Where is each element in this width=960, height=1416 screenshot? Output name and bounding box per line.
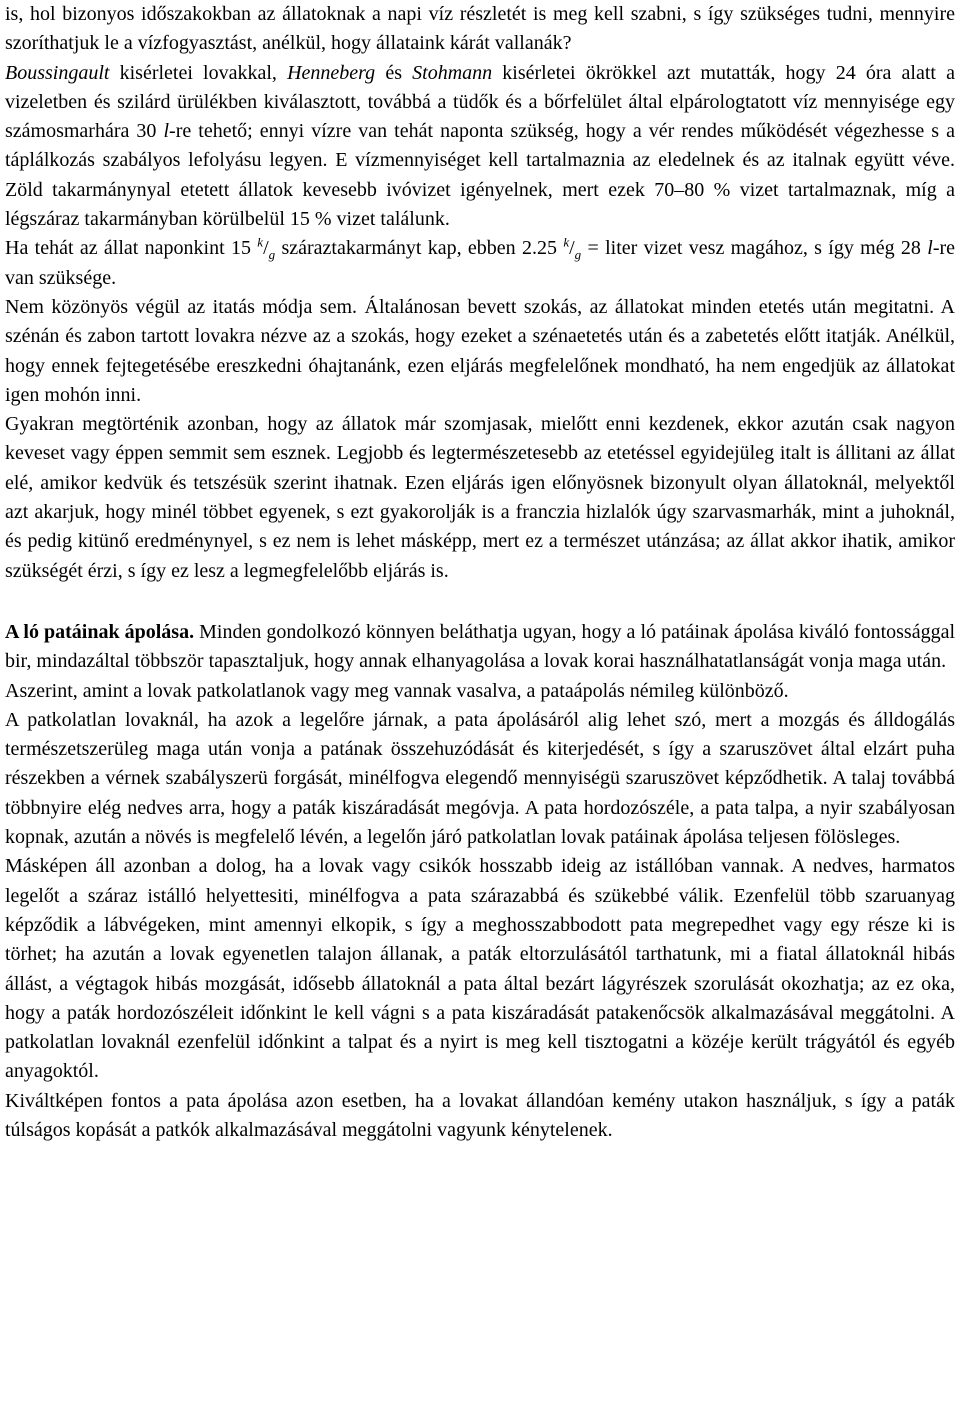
paragraph-unshod-horses: A patkolatlan lovaknál, ha azok a legelőre járnak, a pata ápolásáról alig lehet szó, mert a mozgás és álldogálás természetszerüleg maga után vonja a patának összehuzódását és kiterjedését, s így a szaruszövet által elzárt puha részekben a vérnek szabályszerü forgását, minélfogva elegendő mennyiségü szaruszövet képződhetik. A talaj továbbá többnyire elég nedves arra, hogy a paták kiszáradását megóvja. A pata hordozószéle, a pata talpa, a nyir szabályosan kopnak, azután a növés is megfelelő lévén, a legelőn járó patkolatlan lovak patáinak ápolása teljesen fölösleges. [5, 708, 955, 849]
section-spacer [5, 586, 955, 618]
name-boussingault: Boussingault [5, 61, 110, 84]
paragraph-hoof-care-intro: A ló patáinak ápolása. Minden gondolkozó könnyen beláthatja ugyan, hogy a ló patáinak ápolása kiváló fontossággal bir, mindazáltal többször tapasztaljuk, hogy annak elhanyagolása a lovak korai használhatatlanságát vonja maga után. [5, 620, 956, 673]
unit-liter: l [163, 120, 170, 143]
fraction-kg: $^k/_g$ [563, 234, 582, 263]
paragraph-thirsty-animals: Gyakran megtörténik azonban, hogy az állatok már szomjasak, mielőtt enni kezdenek, ekkor azután csak nagyon keveset vagy éppen semmit sem esznek. Legjobb és legtermészetesebb az etetéssel egyidejüleg italt is állitani az állat elé, amikor kedvük és tetszésük szerint ihatnak. Ezen eljárás igen előnyösnek bizonyult olyan állatoknál, melyektől azt akarjuk, hogy minél többet egyenek, s ezt gyakorolják is a franczia hizlalók úgy szarvasmarhák, mint a juhoknál, és pedig kitünő eredménynyel, s ez nem is lehet másképp, mert ez a természet utánzása; az állat akkor ihatik, amikor szükségét érzi, s így ez lesz a legmegfelelőbb eljárás is. [5, 413, 955, 582]
fraction-kg: $^k/_g$ [257, 234, 276, 263]
name-henneberg: Henneberg [287, 61, 376, 84]
document-page [5, 0, 955, 1145]
paragraph-stable-horses: Másképen áll azonban a dolog, ha a lovak vagy csikók hosszabb ideig az istállóban vannak. A nedves, harmatos legelőt a száraz istálló helyettesiti, minélfogva a pata szárazabbá és szükebbé válik. Ezenfelül több szaruanyag képződik a lábvégeken, mint amennyi elkopik, s így a meghosszabbodott pata megrepedhet vagy egy része ki is törhet; ha azután a lovak egyenetlen talajon állanak, a paták eltorzulásától tarthatunk, mi a fiatal állatoknál hibás állást, a végtagok hibás mozgását, idősebb állatoknál a pata által bezárt lágyrészek szorulását okozhatja; az ez oka, hogy a paták hordozószéleit időnkint le kell vágni s a pata kiszáradását patakenőcsök alkalmazásával meggátolni. A patkolatlan lovaknál ezenfelül időnkint a talpat és a nyirt is meg kell tisztogatni a közéje került trágyától és egyéb anyagoktól. [5, 855, 955, 1083]
paragraph-shod-unshod: Aszerint, amint a lovak patkolatlanok vagy meg vannak vasalva, a pataápolás némileg különböző. [5, 679, 789, 702]
paragraph-water-rationing: is, hol bizonyos időszakokban az állatoknak a napi víz részletét is meg kell szabni, s így szükséges tudni, mennyire szoríthatjuk le a vízfogyasztást, anélkül, hogy állataink kárát vallanák? [5, 3, 955, 55]
section-heading: A ló patáinak ápolása. [5, 620, 195, 643]
paragraph-calculation: Ha tehát az állat naponkint 15 $^k/_g$ száraztakarmányt kap, ebben 2.25 $^k/_g$ = liter vizet vesz magához, s így még 28 l-re van szüksége. [5, 234, 956, 289]
paragraph-experiments: Boussingault kisérletei lovakkal, Henneberg és Stohmann kisérletei ökrökkel azt mutatták, hogy 24 óra alatt a vizeletben és szilárd ürülékben kiválasztott, továbbá a tüdők és a bőrfelület által elpárologtatott víz mennyisége egy számosmarhára 30 l-re tehető; ennyi vízre van tehát naponta szükség, hogy a vér rendes működését végezhesse s a táplálkozás szabályos lefolyásu legyen. E vízmennyiséget kell tartalmaznia az eledelnek és az italnak együtt véve. Zöld takarmánynyal etetett állatok kevesebb ivóvizet igényelnek, mert ezek 70–80 % vizet tartalmaznak, míg a légszáraz takarmányban körülbelül 15 % vizet találunk. [5, 61, 955, 231]
paragraph-hard-roads: Kiváltképen fontos a pata ápolása azon esetben, ha a lovakat állandóan kemény utakon használjuk, s így a paták túlságos kopását a patkók alkalmazásával meggátolni vagyunk kénytelenek. [5, 1089, 955, 1141]
unit-liter: l [927, 237, 933, 260]
paragraph-watering-method: Nem közönyös végül az itatás módja sem. Általánosan bevett szokás, az állatokat minden etetés után megitatni. A szénán és zabon tartott lovakra nézve az a szokás, hogy ezeket a szénaetetés után és a zabetetés előtt itatják. Anélkül, hogy ennek fejtegetésébe ereszkedni óhajtanánk, ezen eljárás megfelelőnek mondható, ha nem engedjük az állatokat igen mohón inni. [5, 295, 955, 406]
name-stohmann: Stohmann [412, 61, 493, 84]
